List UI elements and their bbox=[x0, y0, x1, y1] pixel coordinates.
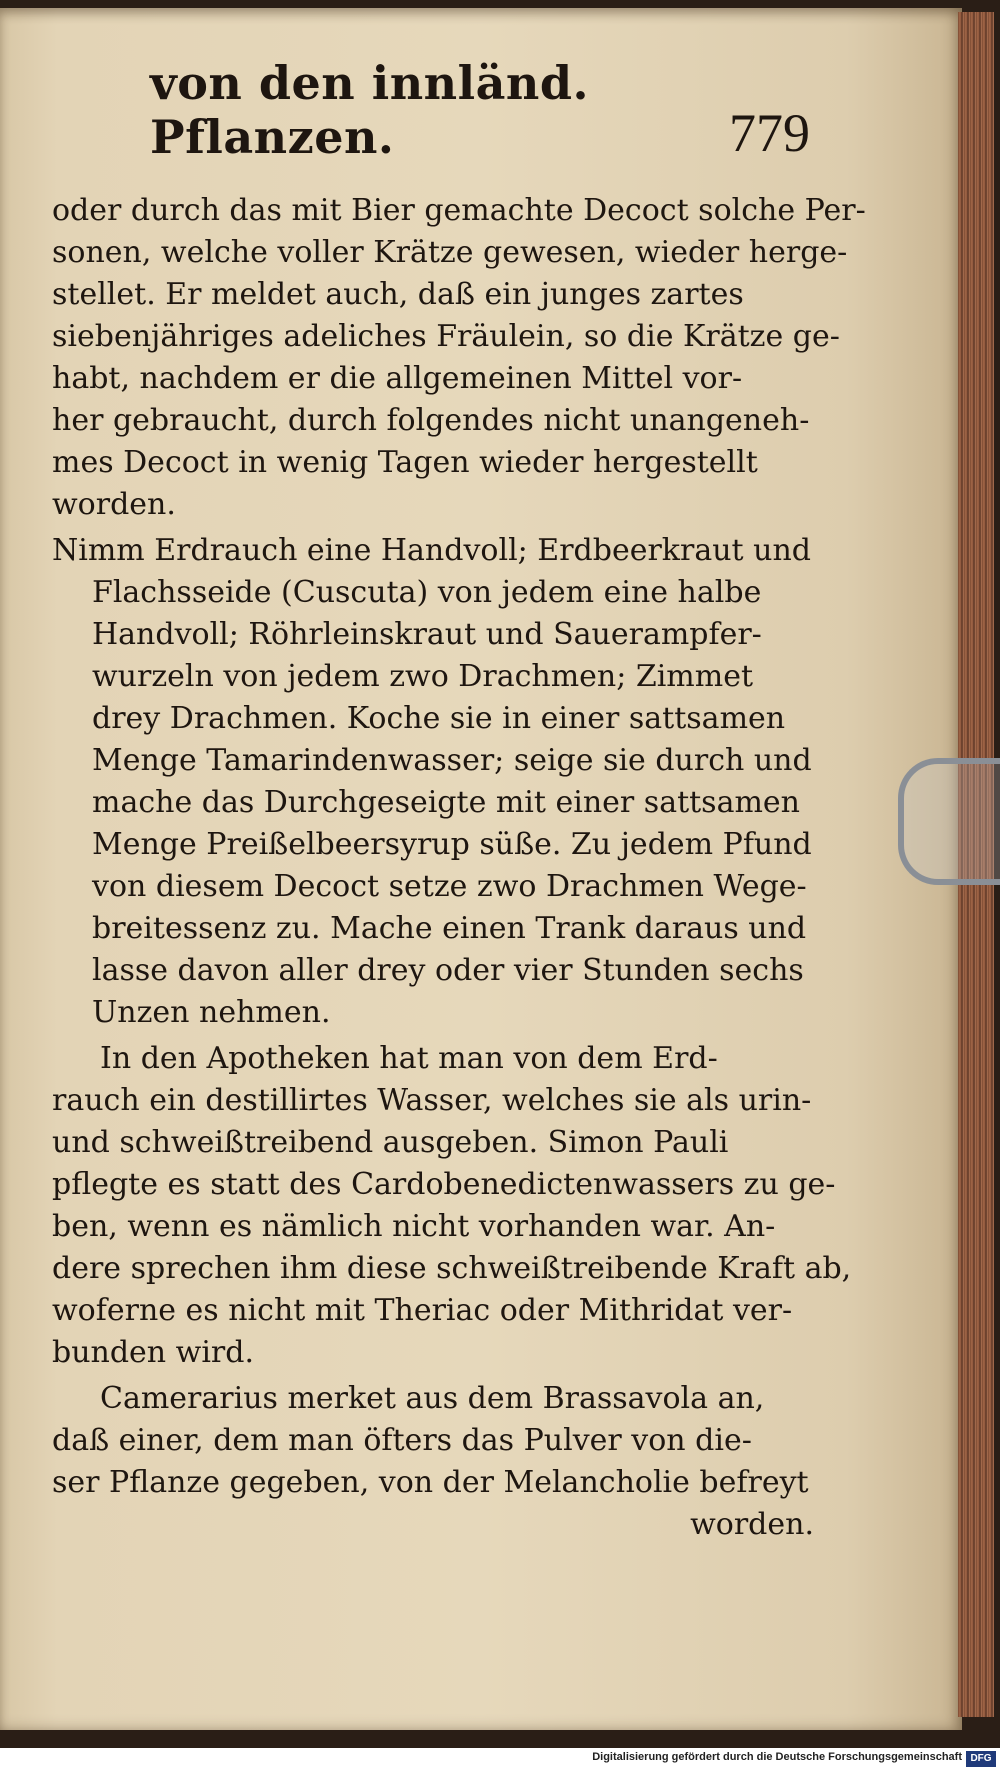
recipe-line: Menge Tamarindenwasser; seige sie durch und bbox=[92, 743, 812, 778]
dfg-logo: DFG bbox=[966, 1751, 996, 1767]
text-line: habt, nachdem er die allgemeinen Mittel vor- bbox=[52, 361, 743, 396]
recipe-line: Unzen nehmen. bbox=[92, 995, 331, 1030]
running-head bbox=[150, 56, 810, 164]
text-line: stellet. Er meldet auch, daß ein junges zartes bbox=[52, 277, 744, 312]
text-line: ser Pflanze gegeben, von der Melancholie befreyt bbox=[52, 1465, 809, 1500]
text-line: bunden wird. bbox=[52, 1335, 255, 1370]
text-line: daß einer, dem man öfters das Pulver von die- bbox=[52, 1423, 752, 1458]
text-line: In den Apotheken hat man von dem Erd- bbox=[100, 1041, 718, 1076]
text-line: mes Decoct in wenig Tagen wieder hergestellt bbox=[52, 445, 758, 480]
bookmark-clip bbox=[898, 758, 1000, 885]
page-number: 779 bbox=[729, 103, 810, 163]
text-line: pflegte es statt des Cardobenedictenwassers zu ge- bbox=[52, 1167, 836, 1202]
recipe-line: mache das Durchgeseigte mit einer sattsamen bbox=[92, 785, 800, 820]
recipe-line: Flachsseide (Cuscuta) von jedem eine halbe bbox=[92, 575, 762, 610]
footer-credit: Digitalisierung gefördert durch die Deutsche Forschungsgemeinschaft bbox=[592, 1751, 962, 1763]
recipe-line: Handvoll; Röhrleinskraut und Sauerampfer- bbox=[92, 617, 762, 652]
text-line: her gebraucht, durch folgendes nicht unangeneh- bbox=[52, 403, 810, 438]
text-line: rauch ein destillirtes Wasser, welches sie als urin- bbox=[52, 1083, 812, 1118]
text-line: ben, wenn es nämlich nicht vorhanden war. An- bbox=[52, 1209, 776, 1244]
recipe-line: Menge Preißelbeersyrup süße. Zu jedem Pfund bbox=[92, 827, 812, 862]
text-line: Camerarius merket aus dem Brassavola an, bbox=[100, 1381, 765, 1416]
body-text bbox=[52, 190, 866, 1546]
text-line: siebenjähriges adeliches Fräulein, so die Krätze ge- bbox=[52, 319, 840, 354]
text-line: woferne es nicht mit Theriac oder Mithridat ver- bbox=[52, 1293, 793, 1328]
text-line: dere sprechen ihm diese schweißtreibende Kraft ab, bbox=[52, 1251, 852, 1286]
catchword: worden. bbox=[690, 1507, 814, 1542]
text-line: oder durch das mit Bier gemachte Decoct solche Per- bbox=[52, 193, 866, 228]
digitization-footer bbox=[0, 1748, 1000, 1772]
recipe-line: wurzeln von jedem zwo Drachmen; Zimmet bbox=[92, 659, 754, 694]
recipe-line: Nimm Erdrauch eine Handvoll; Erdbeerkraut und bbox=[52, 533, 811, 568]
recipe-line: breitessenz zu. Mache einen Trank daraus und bbox=[92, 911, 807, 946]
text-line: und schweißtreibend ausgeben. Simon Pauli bbox=[52, 1125, 729, 1160]
recipe-line: drey Drachmen. Koche sie in einer sattsamen bbox=[92, 701, 786, 736]
recipe-line: lasse davon aller drey oder vier Stunden sechs bbox=[92, 953, 804, 988]
running-head-title: von den innländ. Pflanzen. bbox=[150, 56, 590, 164]
text-line: worden. bbox=[52, 487, 176, 522]
text-line: sonen, welche voller Krätze gewesen, wieder herge- bbox=[52, 235, 848, 270]
recipe-line: von diesem Decoct setze zwo Drachmen Wege- bbox=[92, 869, 807, 904]
